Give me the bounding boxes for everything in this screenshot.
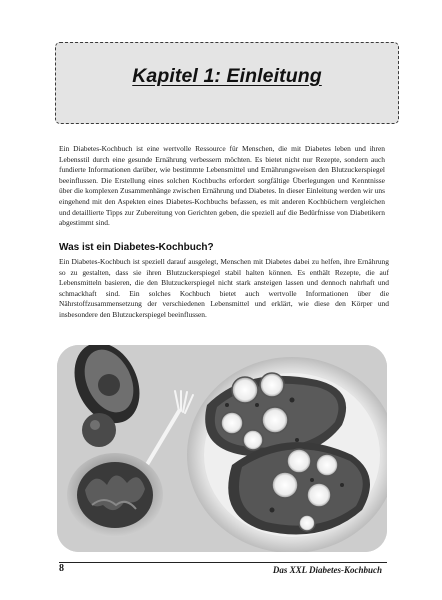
chapter-banner bbox=[55, 42, 399, 124]
running-title: Das XXL Diabetes-Kochbuch bbox=[272, 565, 382, 575]
food-photo bbox=[57, 345, 387, 552]
page-number: 8 bbox=[59, 563, 64, 574]
tomato bbox=[82, 413, 116, 447]
section-paragraph: Ein Diabetes-Kochbuch ist speziell darauf ausgelegt, Menschen mit Diabetes dabei zu helfen, ihre Ernährung so zu gestalten, dass sie ihren Blutzuckerspiegel stabil halten können. Es enthält Rezepte, die auf Lebensmitteln basieren, die den Blutzuckerspiegel nicht stark ansteigen lassen und dennoch nahrhaft und schmackhaft sind. Ein solches Kochbuch bietet auch wertvolle Informationen über die Nährstoffzusammensetzung der verschiedenen Lebensmittel und erklärt, wie diese den Körper und insbesondere den Blutzuckerspiegel beeinflussen. bbox=[59, 257, 389, 319]
chapter-title: Kapitel 1: Einleitung bbox=[132, 65, 322, 87]
section-heading: Was ist ein Diabetes-Kochbuch? bbox=[59, 242, 214, 253]
salad-bowl bbox=[67, 453, 163, 537]
footer-rule bbox=[59, 562, 387, 563]
food-photo-illustration bbox=[57, 345, 387, 552]
intro-paragraph: Ein Diabetes-Kochbuch ist eine wertvolle Ressource für Menschen, die mit Diabetes leben und ihren Lebensstil durch eine gesunde Ernährung verbessern möchten. Es bietet nicht nur Rezepte, sondern auch fundierte Informationen darüber, wie bestimmte Lebensmittel und Ernährungsweisen den Blutzuckerspiegel beeinflussen. Die Erstellung eines solchen Kochbuchs erfordert sorgfältige Überlegungen und Kenntnisse über die komplexen Zusammenhänge zwischen Ernährung und Diabetes. In dieser Einleitung werden wir uns eingehend mit den Aspekten eines Diabetes-Kochbuchs befassen, es mit anderen Kochbüchern vergleichen und detaillierte Tipps zur Zubereitung von Gerichten geben, die speziell auf die Bedürfnisse von Diabetikern abgestimmt sind. bbox=[59, 144, 385, 228]
